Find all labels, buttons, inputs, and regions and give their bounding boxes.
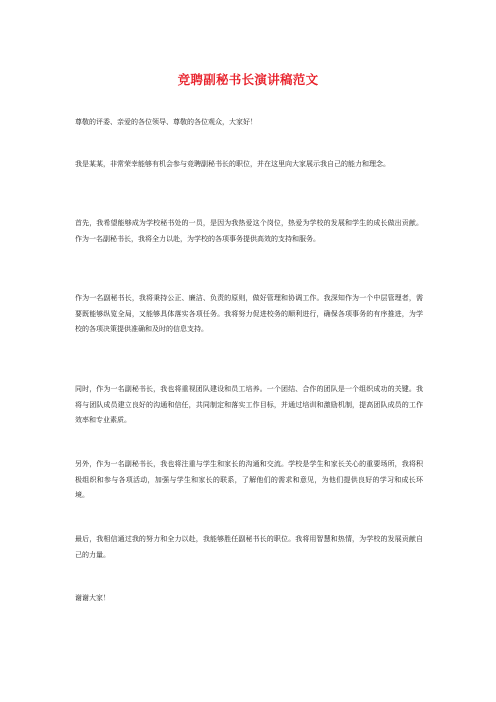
- paragraph-introduction: 我是某某，非常荣幸能够有机会参与竞聘副秘书长的职位，并在这里向大家展示我自己的能力和理念。: [75, 160, 390, 168]
- document-title: 竞聘副秘书长演讲稿范文: [177, 72, 319, 87]
- paragraph-conclusion: 最后，我相信通过我的努力和全力以赴，我能够胜任副秘书长的职位。我将用智慧和热情，为学校的发展贡献自己的力量。: [75, 535, 423, 559]
- paragraph-team-building: 同时，作为一名副秘书长，我也将重视团队建设和员工培养。一个团结、合作的团队是一个组织成功的关键。我将与团队成员建立良好的沟通和信任，共同制定和落实工作目标，并通过培训和激励机制，提高团队成员的工作效率和专业素质。: [75, 385, 423, 424]
- paragraph-principles: 作为一名副秘书长，我将秉持公正、廉洁、负责的原则，做好管理和协调工作。我深知作为一个中层管理者，需要既能够纵览全局，又能够具体落实各项任务。我将努力促进校务的顺利进行，确保各项事务的有序推进，为学校的各项决策提供准确和及时的信息支持。: [75, 294, 423, 333]
- paragraph-communication: 另外，作为一名副秘书长，我也将注重与学生和家长的沟通和交流。学校是学生和家长关心的重要场所，我将积极组织和参与各项活动，加强与学生和家长的联系，了解他们的需求和意见，为他们提供良好的学习和成长环境。: [75, 460, 423, 499]
- paragraph-motivation: 首先，我希望能够成为学校秘书处的一员，是因为我热爱这个岗位，热爱为学校的发展和学生的成长做出贡献。作为一名副秘书长，我将全力以赴，为学校的各项事务提供高效的支持和服务。: [75, 219, 423, 243]
- paragraph-thanks: 谢谢大家！: [75, 594, 110, 602]
- paragraph-greeting: 尊敬的评委、亲爱的各位领导、尊敬的各位观众，大家好！: [75, 118, 257, 126]
